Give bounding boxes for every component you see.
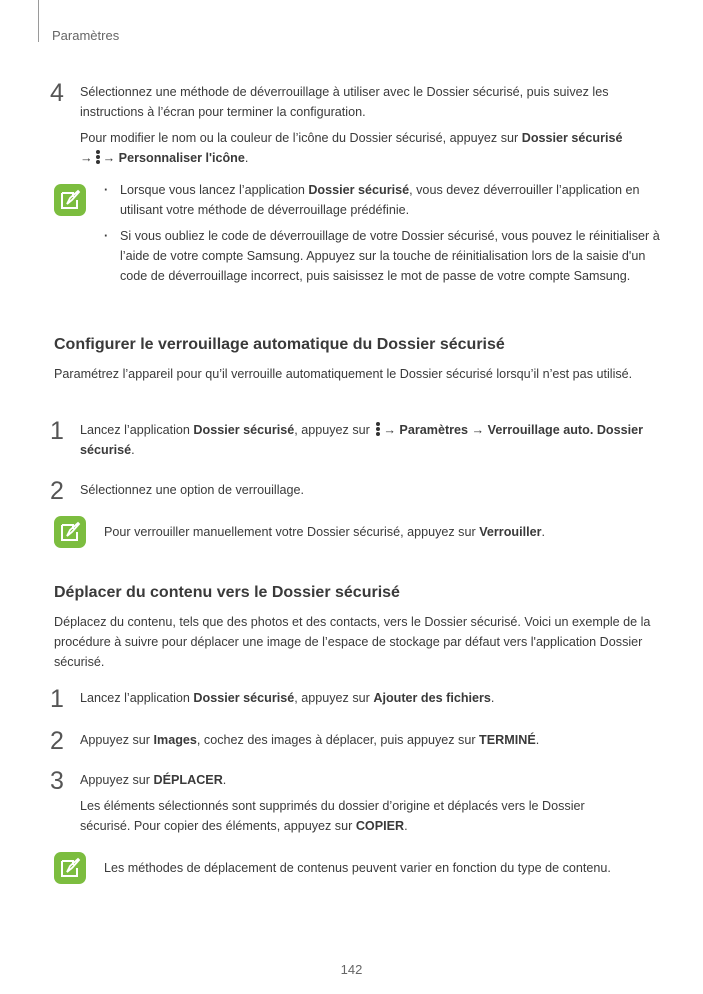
step-number: 1 [50,417,64,445]
step-number: 1 [50,685,64,713]
note-icon [54,852,86,884]
section-header: Paramètres [52,28,120,43]
section-title: Déplacer du contenu vers le Dossier sécurisé [54,584,400,601]
step-text: Lancez l’application Dossier sécurisé, appuyez sur Ajouter des fichiers. [80,691,495,705]
note-icon [54,516,86,548]
step-text: Lancez l’application Dossier sécurisé, appuyez sur → Paramètres → Verrouillage auto. Dossier sécurisé. [80,423,644,457]
header-divider [38,0,39,42]
note-icon [54,184,86,216]
more-options-icon [375,421,381,437]
step-text: Sélectionnez une méthode de déverrouillage à utiliser avec le Dossier sécurisé, puis suivez les instructions à l’écran pour terminer la configuration. [80,85,609,119]
page-number: 142 [340,962,363,977]
note-bullet: · Si vous oubliez le code de déverrouillage de votre Dossier sécurisé, vous pouvez le réinitialiser à l’aide de votre compte Samsung. Appuyez sur la touche de réinitialisation lors de la saisie d'un code de déverrouillage incorrect, puis saisissez le mot de passe de votre compte Samsung. [104,226,660,286]
note-bullet: · Lorsque vous lancez l’application Dossier sécurisé, vous devez déverrouiller l’application en utilisant votre méthode de déverrouillage prédéfinie. [104,180,660,220]
step-paragraph: Pour modifier le nom ou la couleur de l’icône du Dossier sécurisé, appuyez sur Dossier sécurisé → → Personnaliser l'icône. [80,131,623,165]
step-text: Appuyez sur Images, cochez des images à déplacer, puis appuyez sur TERMINÉ. [80,733,540,747]
step-number: 2 [50,477,64,505]
note-text: Pour verrouiller manuellement votre Dossier sécurisé, appuyez sur Verrouiller. [104,525,545,539]
section-title: Configurer le verrouillage automatique du Dossier sécurisé [54,336,505,353]
step-number: 2 [50,727,64,755]
step-paragraph: Les éléments sélectionnés sont supprimés du dossier d’origine et déplacés vers le Dossier sécurisé. Pour copier des éléments, appuyez sur COPIER. [80,799,585,833]
step-number: 4 [50,79,64,107]
step-number: 3 [50,767,64,795]
note-text: Les méthodes de déplacement de contenus peuvent varier en fonction du type de contenu. [104,861,611,875]
step-text: Appuyez sur DÉPLACER. [80,773,227,787]
more-options-icon [95,149,101,165]
section-intro: Paramétrez l’appareil pour qu’il verrouille automatiquement le Dossier sécurisé lorsqu’il n’est pas utilisé. [54,367,633,381]
step-text: Sélectionnez une option de verrouillage. [80,483,305,497]
section-intro: Déplacez du contenu, tels que des photos et des contacts, vers le Dossier sécurisé. Voici un exemple de la procédure à suivre pour déplacer une image de l’espace de stockage par défaut vers l'application Dossier sécurisé. [54,615,651,669]
